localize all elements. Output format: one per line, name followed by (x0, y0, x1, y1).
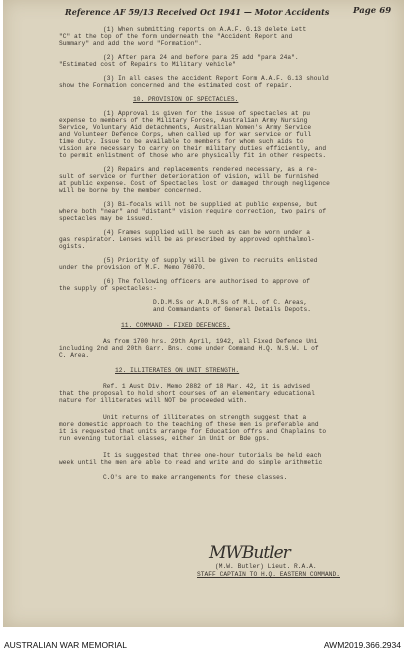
text-line: (5) Priority of supply will be given to recruits enlisted (103, 257, 318, 264)
handwritten-reference: Reference AF 59/13 Received Oct 1941 — Motor Accidents (65, 7, 330, 17)
page-number: Page 69 (353, 6, 392, 16)
text-line: C.O's are to make arrangements for these classes. (103, 474, 288, 481)
text-line: D.D.M.Ss or A.D.M.Ss of M.L. of C. Areas, (153, 299, 308, 306)
text-line: (1) Approval is given for the issue of spectacles at pu (103, 110, 310, 117)
text-line: at public expense. Cost of Spectacles lost or damaged through negligence (59, 180, 330, 187)
section-heading: 12. ILLITERATES ON UNIT STRENGTH. (115, 367, 240, 374)
text-line: C. Area. (59, 352, 90, 359)
text-line: As from 1700 hrs. 29th April, 1942, all Fixed Defence Uni (103, 338, 318, 345)
text-line: (4) Frames supplied will be such as can be worn under a (103, 229, 310, 236)
text-line: gas respirator. Lenses will be as prescribed by approved ophthalmol- (59, 236, 315, 243)
text-line: and Volunteer Defence Corps, when called up for war service or full (59, 131, 312, 138)
text-line: time duty. Issue to be available to members for whom such aids to (59, 138, 304, 145)
text-line: (1) When submitting reports on A.A.F. G.13 delete Lett (103, 26, 307, 33)
text-line: nature for illiterates will NOT be proceeded with. (59, 397, 248, 404)
text-line: spectacles may be issued. (59, 215, 154, 222)
text-line: ogists. (59, 243, 86, 250)
text-line: show the Formation concerned and the estimated cost of repair. (59, 82, 293, 89)
text-line: Service, Voluntary Aid detachments, Australian Women's Army Service (59, 124, 312, 131)
text-line: "Estimated cost of Repairs to Military vehicle" (59, 61, 236, 68)
document-page (3, 0, 404, 627)
section-heading: 10. PROVISION OF SPECTACLES. (133, 96, 239, 103)
text-line: (3) In all cases the accident Report Form A.A.F. G.13 should (103, 75, 329, 82)
text-line: week until the men are able to read and write and do simple arithmetic (59, 459, 323, 466)
text-line: (3) Bi-focals will not be supplied at public expense, but (103, 201, 318, 208)
text-line: will be borne by the member concerned. (59, 187, 202, 194)
text-line: sult of service or further deterioration of vision, will be furnished (59, 173, 319, 180)
text-line: expense to members of the Military Forces, Australian Army Nursing (59, 117, 308, 124)
text-line: vision are necessary to carry on their military duties efficiently, and (59, 145, 327, 152)
archive-name: AUSTRALIAN WAR MEMORIAL (4, 640, 127, 650)
text-line: It is suggested that three one-hour tutorials be held each (103, 452, 322, 459)
handwritten-signature: MWButler (209, 543, 290, 563)
text-line: to permit enlistment of those who are physically fit in other respects. (59, 152, 327, 159)
text-line: (2) After para 24 and before para 25 add "para 24a". (103, 54, 299, 61)
text-line: more domestic approach to the teaching of these men is preferable and (59, 421, 319, 428)
signatory-name: (M.W. Butler) Lieut. R.A.A. (215, 563, 317, 570)
archive-reference: AWM2019.366.2934 (323, 640, 401, 650)
text-line: (2) Repairs and replacements rendered necessary, as a re- (103, 166, 318, 173)
text-line: and Commandants of General Details Depots. (153, 306, 312, 313)
section-heading: 11. COMMAND - FIXED DEFENCES. (121, 322, 231, 329)
text-line: "C" at the top of the form underneath the "Accident Report and (59, 33, 293, 40)
text-line: Summary" and add the word "Formation". (59, 40, 202, 47)
text-line: it is requested that units arrange for Education offrs and Chaplains to (59, 428, 327, 435)
signatory-title: STAFF CAPTAIN TO H.Q. EASTERN COMMAND. (197, 571, 340, 578)
text-line: Ref. 1 Aust Div. Memo 2882 of 18 Mar. 42, it is advised (103, 383, 310, 390)
text-line: that the proposal to hold short courses of an elementary educational (59, 390, 315, 397)
text-line: run evening tutorial classes, either in Unit or Bde gps. (59, 435, 270, 442)
archive-footer (0, 627, 407, 653)
text-line: (6) The following officers are authorised to approve of (103, 278, 310, 285)
text-line: Unit returns of illiterates on strength suggest that a (103, 414, 307, 421)
text-line: where both "near" and "distant" vision require correction, two pairs of (59, 208, 327, 215)
text-line: the supply of spectacles:- (59, 285, 157, 292)
text-line: under the provision of M.F. Memo 76070. (59, 264, 206, 271)
text-line: including 2nd and 20th Garr. Bns. come under Command H.Q. N.S.W. L of (59, 345, 319, 352)
